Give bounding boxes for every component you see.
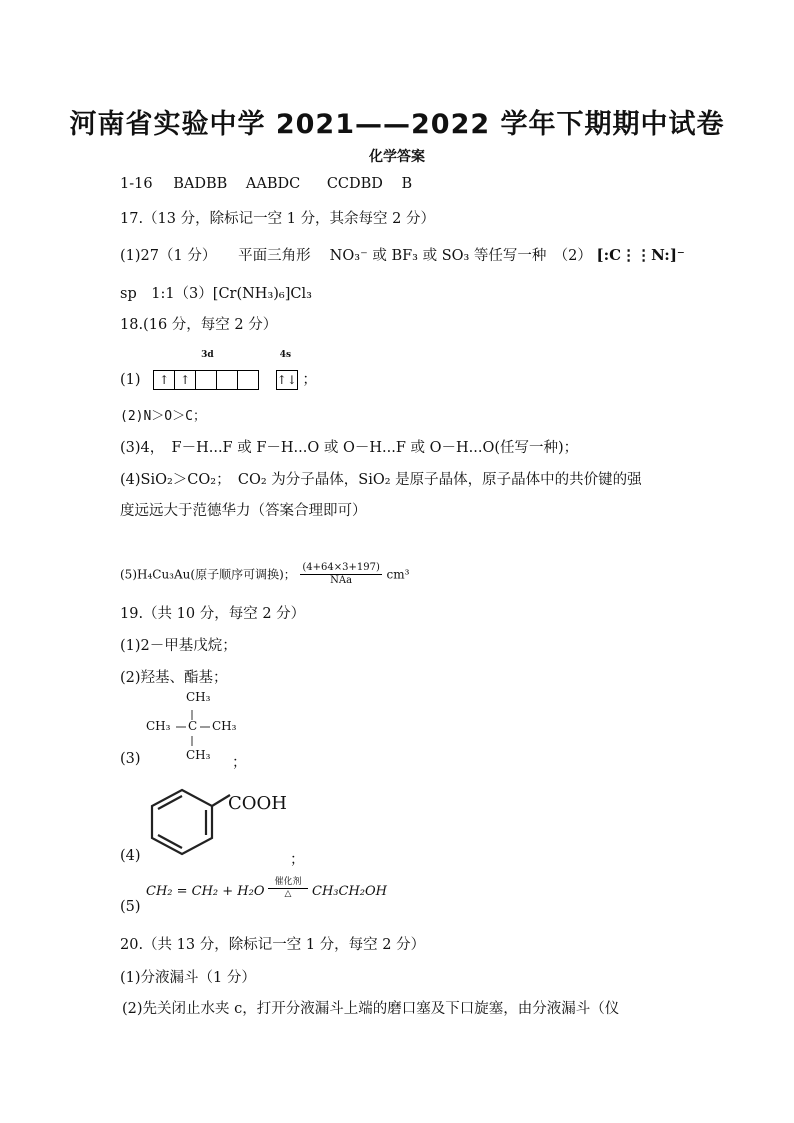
orbital-4s (276, 350, 298, 390)
orbital-box (195, 370, 216, 390)
q19-5-rhs: CH₃CH₂OH (312, 884, 387, 899)
struct-center-atom: C (188, 719, 198, 733)
mc-answers (120, 176, 412, 192)
q20-1-line: (1)分液漏斗（1 分） (120, 970, 256, 986)
benzene-ring-icon (146, 786, 232, 858)
density-numerator: (4+64×3+197) (302, 562, 380, 573)
q18-4-line-a: (4)SiO₂＞CO₂； CO₂ 为分子晶体，SiO₂ 是原子晶体，原子晶体中的共价键的强 (120, 472, 642, 488)
page-title: 河南省实验中学 2021——2022 学年下期期中试卷 (69, 109, 725, 140)
density-unit: cm³ (386, 567, 410, 582)
q19-3-prefix: (3) (120, 751, 141, 767)
q17-line-1 (120, 244, 685, 265)
q18-4-line-b: 度远远大于范德华力（答案合理即可） (120, 503, 367, 519)
orbital-3d-label: 3d (201, 350, 214, 360)
orbital-box (237, 370, 259, 390)
q18-1-suffix: ； (302, 372, 317, 388)
struct-bottom-group: CH₃ (186, 748, 211, 762)
q19-4-prefix: (4) (120, 848, 141, 864)
orbital-4s-label: 4s (279, 350, 292, 360)
orbital-box: ↑↓ (276, 370, 298, 390)
q17-heading: 17.（13 分，除标记一空 1 分，其余每空 2 分） (120, 211, 436, 227)
q18-3-line: (3)4， F－H...F 或 F－H...O 或 O－H...F 或 O－H...O(任写一种)； (120, 440, 579, 456)
struct-bonds (170, 700, 220, 760)
q17-line-1-text: (1)27（1 分） 平面三角形 NO₃⁻ 或 BF₃ 或 SO₃ 等任写一种 （2） (120, 248, 592, 264)
density-denominator: NAa (330, 575, 353, 586)
q19-3-suffix: ； (232, 755, 247, 771)
q19-heading: 19.（共 10 分，每空 2 分） (120, 606, 306, 622)
mc-group-4: B (401, 176, 413, 192)
q18-5-prefix: (5)H₄Cu₃Au(原子顺序可调换)； (120, 567, 296, 582)
mc-group-1: BADBB (173, 176, 228, 192)
q19-4-suffix: ； (290, 852, 305, 868)
struct-right-group: CH₃ (212, 719, 237, 733)
orbital-box: ↑ (174, 370, 195, 390)
mc-range: 1-16 (120, 176, 153, 192)
q18-heading: 18.(16 分，每空 2 分） (120, 317, 278, 333)
q19-5-prefix: (5) (120, 899, 141, 915)
q18-1-line (120, 350, 317, 390)
reaction-heat: △ (268, 888, 308, 899)
q19-2-line: (2)羟基、酯基； (120, 670, 228, 686)
reaction-condition (268, 874, 308, 899)
page-subtitle: 化学答案 (369, 149, 425, 165)
mc-group-3: CCDBD (326, 176, 383, 192)
q17-line-2: sp 1:1（3）[Cr(NH₃)₆]Cl₃ (120, 286, 312, 302)
q20-2-line: (2)先关闭止水夹 c，打开分液漏斗上端的磨口塞及下口旋塞，由分液漏斗（仪 (122, 1001, 620, 1017)
q18-2-line: (2)N＞O＞C； (120, 409, 206, 424)
mc-group-2: AABDC (245, 176, 301, 192)
carboxyl-group: COOH (228, 793, 287, 814)
struct-left-group: CH₃ (146, 719, 171, 733)
q20-heading: 20.（共 13 分，除标记一空 1 分，每空 2 分） (120, 937, 426, 953)
q18-1-prefix: (1) (120, 372, 141, 388)
orbital-box (216, 370, 237, 390)
q19-5-lhs: CH₂ = CH₂ + H₂O (146, 884, 265, 899)
q19-1-line: (1)2－甲基戊烷； (120, 638, 237, 654)
cyanide-lewis-formula: [:C⋮⋮N:]⁻ (596, 246, 685, 264)
reaction-catalyst: 催化剂 (274, 877, 302, 887)
orbital-3d (153, 350, 259, 390)
q18-5-line (120, 562, 409, 587)
density-fraction (300, 562, 381, 587)
orbital-box: ↑ (153, 370, 174, 390)
struct-top-group: CH₃ (186, 690, 211, 704)
